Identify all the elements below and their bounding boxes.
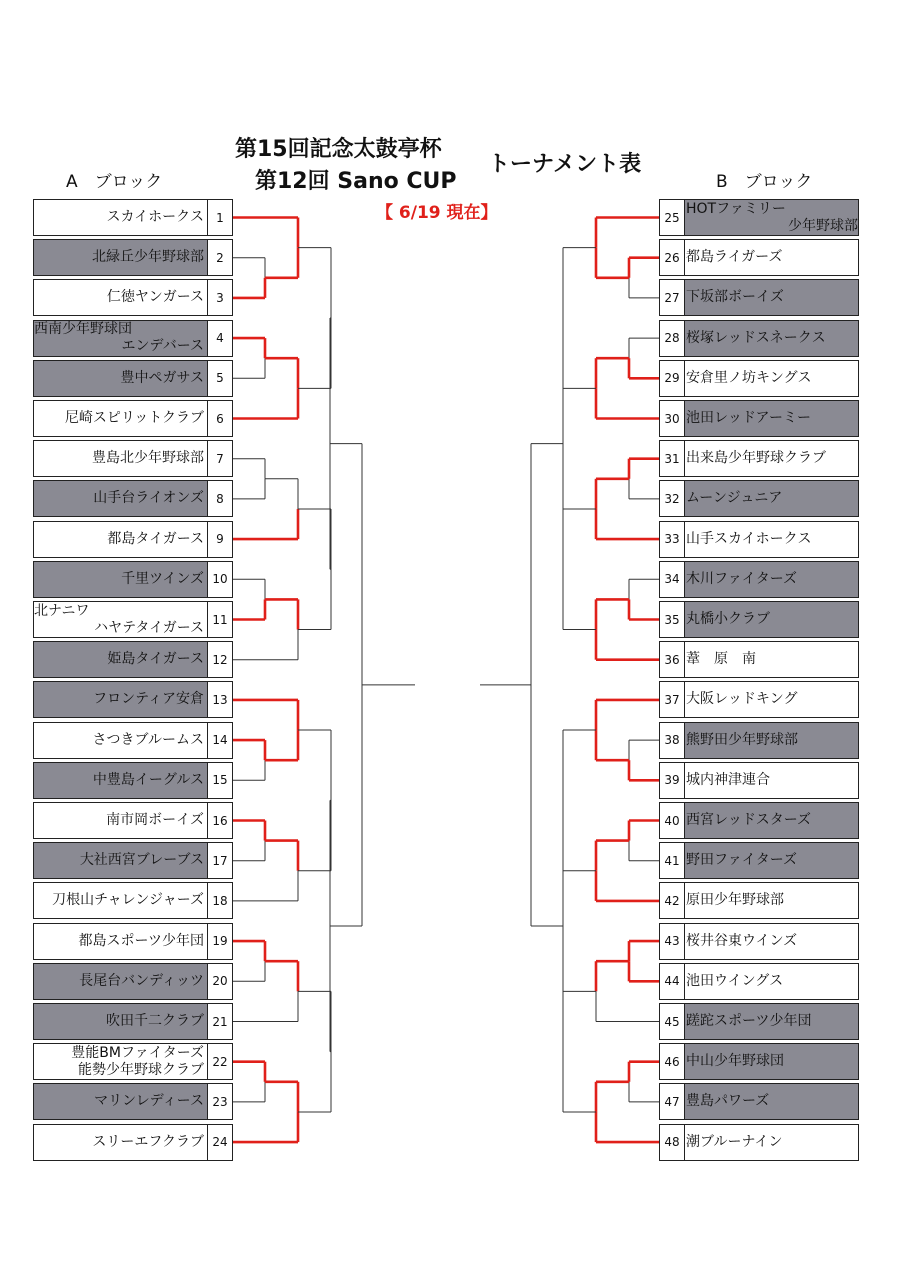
team-name-line: 長尾台バンディッツ <box>79 972 204 989</box>
seed-number: 5 <box>207 361 232 396</box>
team-name-line: 北緑丘少年野球部 <box>92 249 204 266</box>
team-name-line: 北ナニワ <box>34 602 90 619</box>
seed-number: 40 <box>660 803 685 838</box>
seed-number: 13 <box>207 682 232 717</box>
team-name-line: 吹田千二クラブ <box>106 1013 204 1029</box>
seed-number: 28 <box>660 321 685 356</box>
seed-number: 2 <box>207 240 232 275</box>
team-name-line: 城内神津連合 <box>686 771 770 788</box>
team-name-line: 葦 原 南 <box>686 651 756 668</box>
seed-number: 23 <box>207 1084 232 1119</box>
seed-number: 38 <box>660 723 685 758</box>
block-b-label: B ブロック <box>716 172 813 192</box>
team-name-line: 中豊島イーグルス <box>92 771 204 788</box>
seed-number: 25 <box>660 200 685 235</box>
team-name-line: 大阪レッドキング <box>686 691 798 708</box>
team-name-line: 豊中ペガサス <box>120 369 204 386</box>
team-name-line: 池田ウイングス <box>686 972 784 989</box>
team-name-line: 安倉里ノ坊キングス <box>686 369 812 386</box>
seed-number: 3 <box>207 280 232 315</box>
seed-number: 4 <box>207 321 232 356</box>
team-name-line: 潮ブルーナイン <box>686 1133 783 1150</box>
team-name-line: エンデバース <box>121 338 204 355</box>
seed-number: 29 <box>660 361 685 396</box>
team-name-line: 都島スポーツ少年団 <box>78 932 204 949</box>
seed-number: 27 <box>660 280 685 315</box>
seed-number: 17 <box>207 843 232 878</box>
seed-number: 34 <box>660 562 685 597</box>
seed-number: 33 <box>660 522 685 557</box>
seed-number: 18 <box>207 883 232 918</box>
team-name-line: マリンレディース <box>94 1093 204 1110</box>
seed-number: 35 <box>660 602 685 637</box>
team-name-line: 豊能BMファイターズ <box>71 1044 204 1061</box>
seed-number: 48 <box>660 1125 685 1160</box>
seed-number: 45 <box>660 1004 685 1039</box>
team-name-line: スカイホークス <box>106 209 204 225</box>
team-name-line: 山手スカイホークス <box>686 530 812 547</box>
seed-number: 39 <box>660 763 685 798</box>
seed-number: 37 <box>660 682 685 717</box>
team-name-line: 丸橋小クラブ <box>686 611 770 627</box>
seed-number: 26 <box>660 240 685 275</box>
seed-number: 6 <box>207 401 232 436</box>
seed-number: 42 <box>660 883 685 918</box>
as-of-date: 【 6/19 現在】 <box>376 203 498 223</box>
seed-number: 11 <box>207 602 232 637</box>
tournament-title-line2: 第12回 Sano CUP <box>255 169 457 194</box>
seed-number: 43 <box>660 924 685 959</box>
seed-number: 9 <box>207 522 232 557</box>
team-name-line: 都島ライガーズ <box>686 249 783 266</box>
seed-number: 7 <box>207 441 232 476</box>
team-name-line: 中山少年野球団 <box>686 1053 784 1070</box>
team-name-line: 木川ファイターズ <box>686 570 798 587</box>
seed-number: 21 <box>207 1004 232 1039</box>
seed-number: 44 <box>660 964 685 999</box>
team-name-line: 桜塚レッドスネークス <box>686 329 826 346</box>
seed-number: 30 <box>660 401 685 436</box>
team-name-line: 能勢少年野球クラブ <box>78 1061 204 1078</box>
seed-number: 46 <box>660 1044 685 1079</box>
team-name-line: 出来島少年野球クラブ <box>686 450 826 467</box>
seed-number: 31 <box>660 441 685 476</box>
team-name-line: 仁徳ヤンガース <box>106 289 204 306</box>
team-name-line: 西南少年野球団 <box>34 321 132 338</box>
team-name-line: スリーエフクラブ <box>92 1133 204 1150</box>
team-name-line: 熊野田少年野球部 <box>686 731 798 748</box>
seed-number: 19 <box>207 924 232 959</box>
team-name-line: 都島タイガース <box>107 530 204 547</box>
seed-number: 16 <box>207 803 232 838</box>
team-name-line: 豊島パワーズ <box>686 1093 770 1110</box>
seed-number: 8 <box>207 481 232 516</box>
block-a-label: A ブロック <box>66 172 163 192</box>
team-name-line: ムーンジュニア <box>686 490 783 507</box>
tournament-title-line1: 第15回記念太鼓亭杯 <box>235 137 442 162</box>
team-name-line: 原田少年野球部 <box>686 892 784 909</box>
seed-number: 22 <box>207 1044 232 1079</box>
seed-number: 24 <box>207 1125 232 1160</box>
seed-number: 20 <box>207 964 232 999</box>
seed-number: 15 <box>207 763 232 798</box>
team-name-line: 大社西宮ブレーブス <box>79 852 204 869</box>
seed-number: 41 <box>660 843 685 878</box>
team-name-line: 蹉跎スポーツ少年団 <box>686 1013 812 1029</box>
team-name-line: HOTファミリー <box>686 200 786 217</box>
team-name-line: 豊島北少年野球部 <box>92 450 204 467</box>
team-name-line: 池田レッドアーミー <box>686 410 812 426</box>
seed-number: 47 <box>660 1084 685 1119</box>
seed-number: 14 <box>207 723 232 758</box>
seed-number: 1 <box>207 200 232 235</box>
seed-number: 32 <box>660 481 685 516</box>
seed-number: 12 <box>207 642 232 677</box>
team-name-line: 千里ツインズ <box>121 570 204 587</box>
team-name-line: 刀根山チャレンジャーズ <box>52 892 204 909</box>
team-name-line: ハヤテタイガース <box>94 619 204 636</box>
team-name-line: 桜井谷東ウインズ <box>686 932 798 949</box>
team-name-line: 姫島タイガース <box>107 651 204 668</box>
seed-number: 10 <box>207 562 232 597</box>
team-name-line: 山手台ライオンズ <box>93 490 204 507</box>
tournament-subtitle: トーナメント表 <box>488 152 642 177</box>
team-name-line: 少年野球部 <box>788 217 858 234</box>
seed-number: 36 <box>660 642 685 677</box>
team-name-line: 下坂部ボーイズ <box>686 289 784 306</box>
team-name-line: 尼崎スピリットクラブ <box>64 410 204 426</box>
team-name-line: 野田ファイターズ <box>686 852 798 869</box>
team-name-line: 西宮レッドスターズ <box>686 812 812 828</box>
team-name-line: フロンティア安倉 <box>93 691 204 708</box>
team-name-line: 南市岡ボーイズ <box>106 812 204 828</box>
team-name-line: さつきブルームス <box>92 731 204 748</box>
